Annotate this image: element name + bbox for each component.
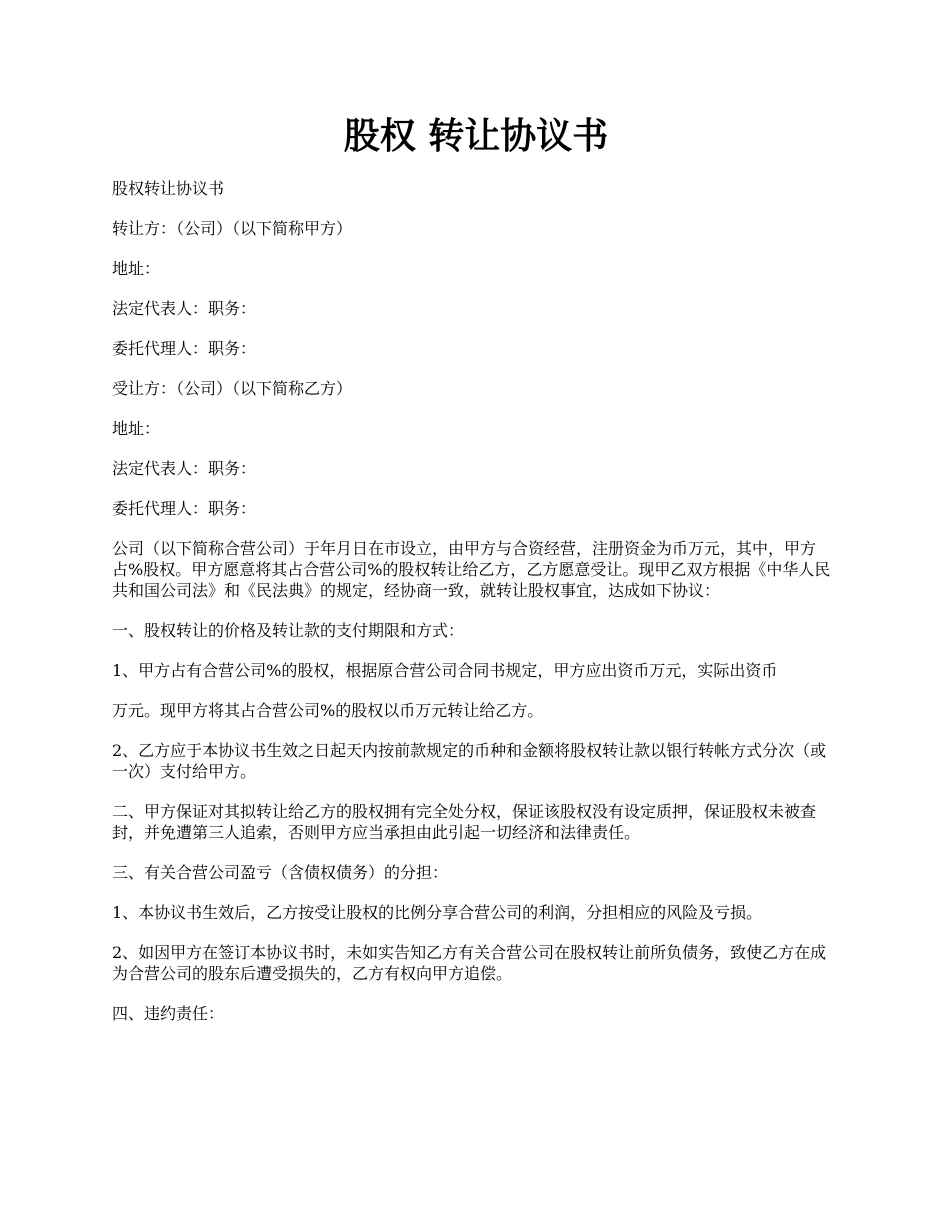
paragraph-preamble: 公司（以下简称合营公司）于年月日在市设立，由甲方与合资经营，注册资金为币万元，其中，甲方占%股权。甲方愿意将其占合营公司%的股权转让给乙方，乙方愿意受让。现甲乙双方根据《中华人民共和国公司法》和《民法典》的规定，经协商一致，就转让股权事宜，达成如下协议： — [112, 539, 831, 600]
paragraph-section-1-item-1-cont: 万元。现甲方将其占合营公司%的股权以币万元转让给乙方。 — [112, 701, 544, 720]
paragraph-transferor: 转让方：（公司）（以下简称甲方） — [112, 219, 353, 238]
paragraph-section-2: 二、甲方保证对其拟转让给乙方的股权拥有完全处分权，保证该股权没有设定质押，保证股权未被查封，并免遭第三人追索，否则甲方应当承担由此引起一切经济和法律责任。 — [112, 802, 817, 842]
paragraph-section-4: 四、违约责任： — [112, 1004, 225, 1023]
paragraph-transferor-address: 地址： — [112, 259, 161, 278]
paragraph-transferee-legal-rep: 法定代表人：职务： — [112, 459, 257, 478]
paragraph-transferee: 受让方：（公司）（以下简称乙方） — [112, 379, 353, 398]
paragraph-transferee-agent: 委托代理人：职务： — [112, 499, 257, 518]
paragraph-section-1-item-2: 2、乙方应于本协议书生效之日起天内按前款规定的币种和金额将股权转让款以银行转帐方式分次（或一次）支付给甲方。 — [112, 741, 827, 781]
paragraph-section-1-item-1: 1、甲方占有合营公司%的股权，根据原合营公司合同书规定，甲方应出资币万元，实际出资币 — [112, 661, 778, 680]
paragraph-transferor-agent: 委托代理人：职务： — [112, 339, 257, 358]
paragraph-transferor-legal-rep: 法定代表人：职务： — [112, 299, 257, 318]
paragraph-section-3-item-1: 1、本协议书生效后，乙方按受让股权的比例分享合营公司的利润，分担相应的风险及亏损。 — [112, 903, 763, 922]
paragraph-section-3-item-2: 2、如因甲方在签订本协议书时，未如实告知乙方有关合营公司在股权转让前所负债务，致使乙方在成为合营公司的股东后遭受损失的，乙方有权向甲方追偿。 — [112, 943, 827, 983]
paragraph-heading: 股权转让协议书 — [112, 179, 225, 198]
document-title: 股权 转让协议书 — [343, 115, 609, 157]
paragraph-section-3: 三、有关合营公司盈亏（含债权债务）的分担： — [112, 863, 449, 882]
paragraph-section-1: 一、股权转让的价格及转让款的支付期限和方式： — [112, 621, 465, 640]
paragraph-transferee-address: 地址： — [112, 419, 161, 438]
document-page — [112, 112, 840, 1043]
